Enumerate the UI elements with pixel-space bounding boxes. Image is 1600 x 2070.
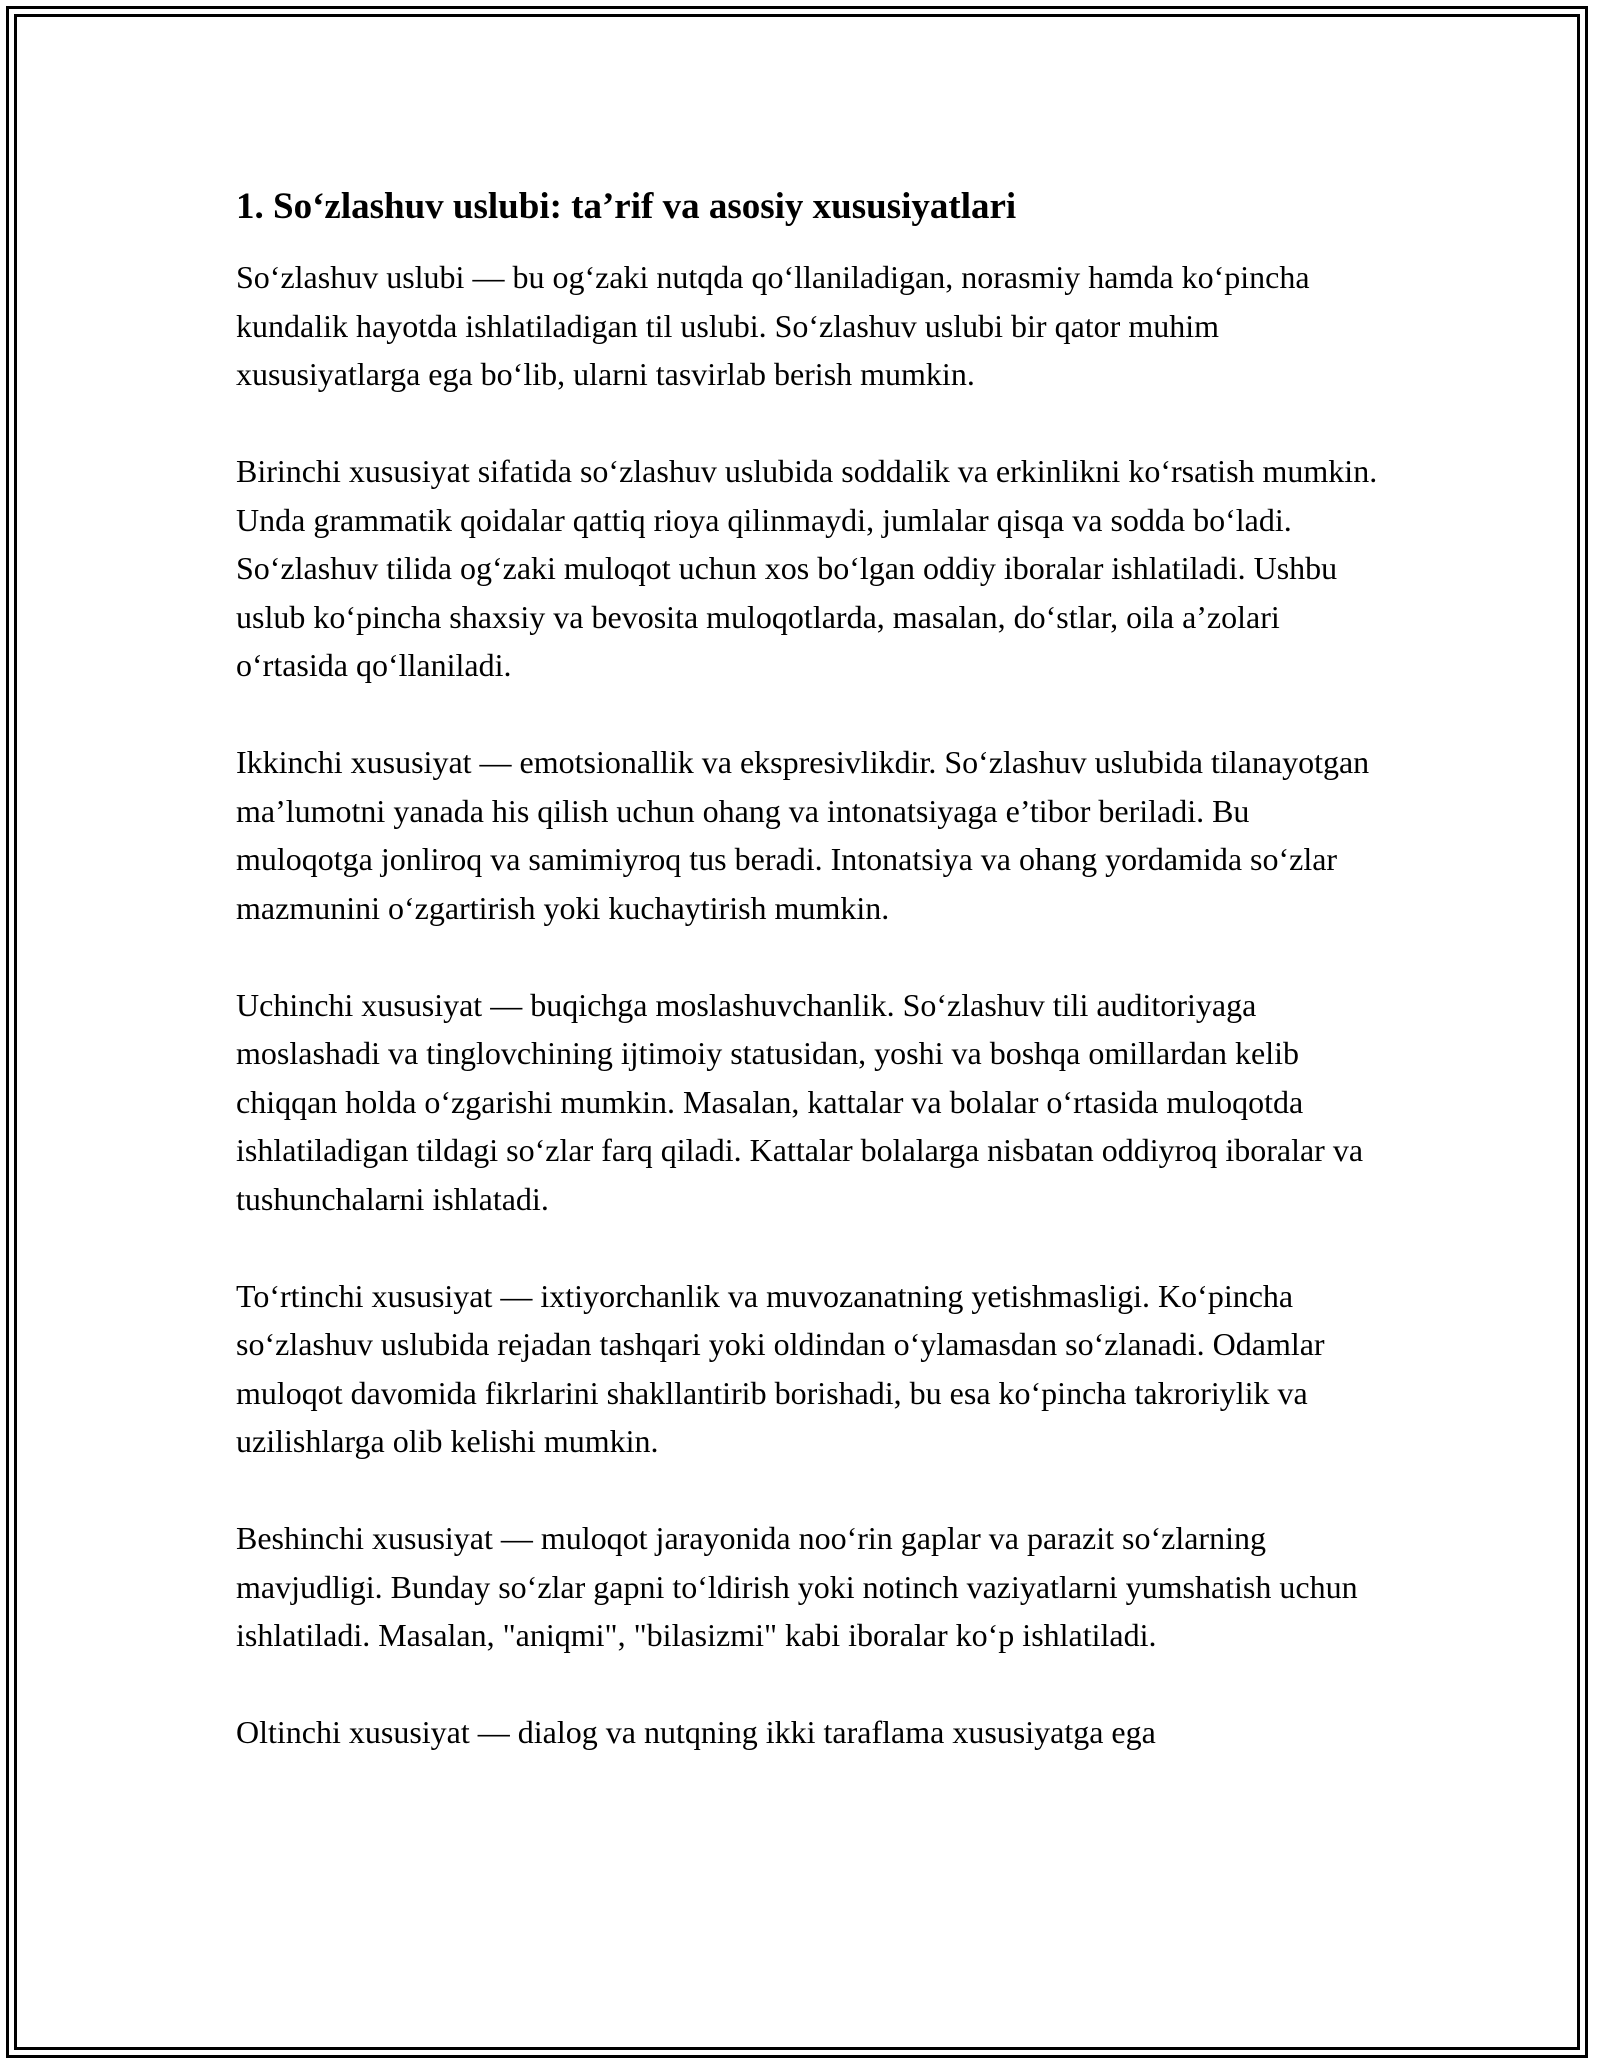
paragraph-feature-2: Ikkinchi xususiyat — emotsionallik va ekspresivlikdir. So‘zlashuv uslubida tilanayotgan ma’lumotni yanada his qilish uchun ohang va intonatsiyaga e’tibor beriladi. Bu muloqotga jonliroq va samimiyroq tus beradi. Intonatsiya va ohang yordamida so‘zlar mazmunini o‘zgartirish yoki kuchaytirish mumkin. — [236, 744, 1370, 926]
paragraph-feature-4: To‘rtinchi xususiyat — ixtiyorchanlik va muvozanatning yetishmasligi. Ko‘pincha so‘zlashuv uslubida rejadan tashqari yoki oldindan o‘ylamasdan so‘zlanadi. Odamlar muloqot davomida fikrlarini shakllantirib borishadi, bu esa ko‘pincha takroriylik va uzilishlarga olib kelishi mumkin. — [236, 1277, 1325, 1459]
paragraph-feature-1: Birinchi xususiyat sifatida so‘zlashuv uslubida soddalik va erkinlikni ko‘rsatish mumkin. Unda grammatik qoidalar qattiq rioya qilinmaydi, jumlalar qisqa va sodda bo‘ladi. So‘zlashuv tilida og‘zaki muloqot uchun xos bo‘lgan oddiy iboralar ishlatiladi. Ushbu uslub ko‘pincha shaxsiy va bevosita muloqotlarda, masalan, do‘stlar, oila a’zolari o‘rtasida qo‘llaniladi. — [236, 453, 1378, 683]
paragraph-feature-3: Uchinchi xususiyat — buqichga moslashuvchanlik. So‘zlashuv tili auditoriyaga moslashadi va tinglovchining ijtimoiy statusidan, yoshi va boshqa omillardan kelib chiqqan holda o‘zgarishi mumkin. Masalan, kattalar va bolalar o‘rtasida muloqotda ishlatiladigan tildagi so‘zlar farq qiladi. Kattalar bolalarga nisbatan oddiyroq iboralar va tushunchalarni ishlatadi. — [236, 986, 1364, 1217]
section-heading: 1. So‘zlashuv uslubi: ta’rif va asosiy xususiyatlari — [236, 186, 1017, 227]
paragraph-feature-5: Beshinchi xususiyat — muloqot jarayonida noo‘rin gaplar va parazit so‘zlarning mavjudligi. Bunday so‘zlar gapni to‘ldirish yoki notinch vaziyatlarni yumshatish uchun ishlatiladi. Masalan, "aniqmi", "bilasizmi" kabi iboralar ko‘p ishlatiladi. — [236, 1520, 1358, 1653]
paragraph-definition: So‘zlashuv uslubi — bu og‘zaki nutqda qo‘llaniladigan, norasmiy hamda ko‘pincha kundalik hayotda ishlatiladigan til uslubi. So‘zlashuv uslubi bir qator muhim xususiyatlarga ega bo‘lib, ularni tasvirlab berish mumkin. — [236, 259, 1310, 392]
document-body — [236, 183, 1386, 1805]
paragraph-feature-6: Oltinchi xususiyat — dialog va nutqning ikki taraflama xususiyatga ega — [236, 1714, 1156, 1750]
